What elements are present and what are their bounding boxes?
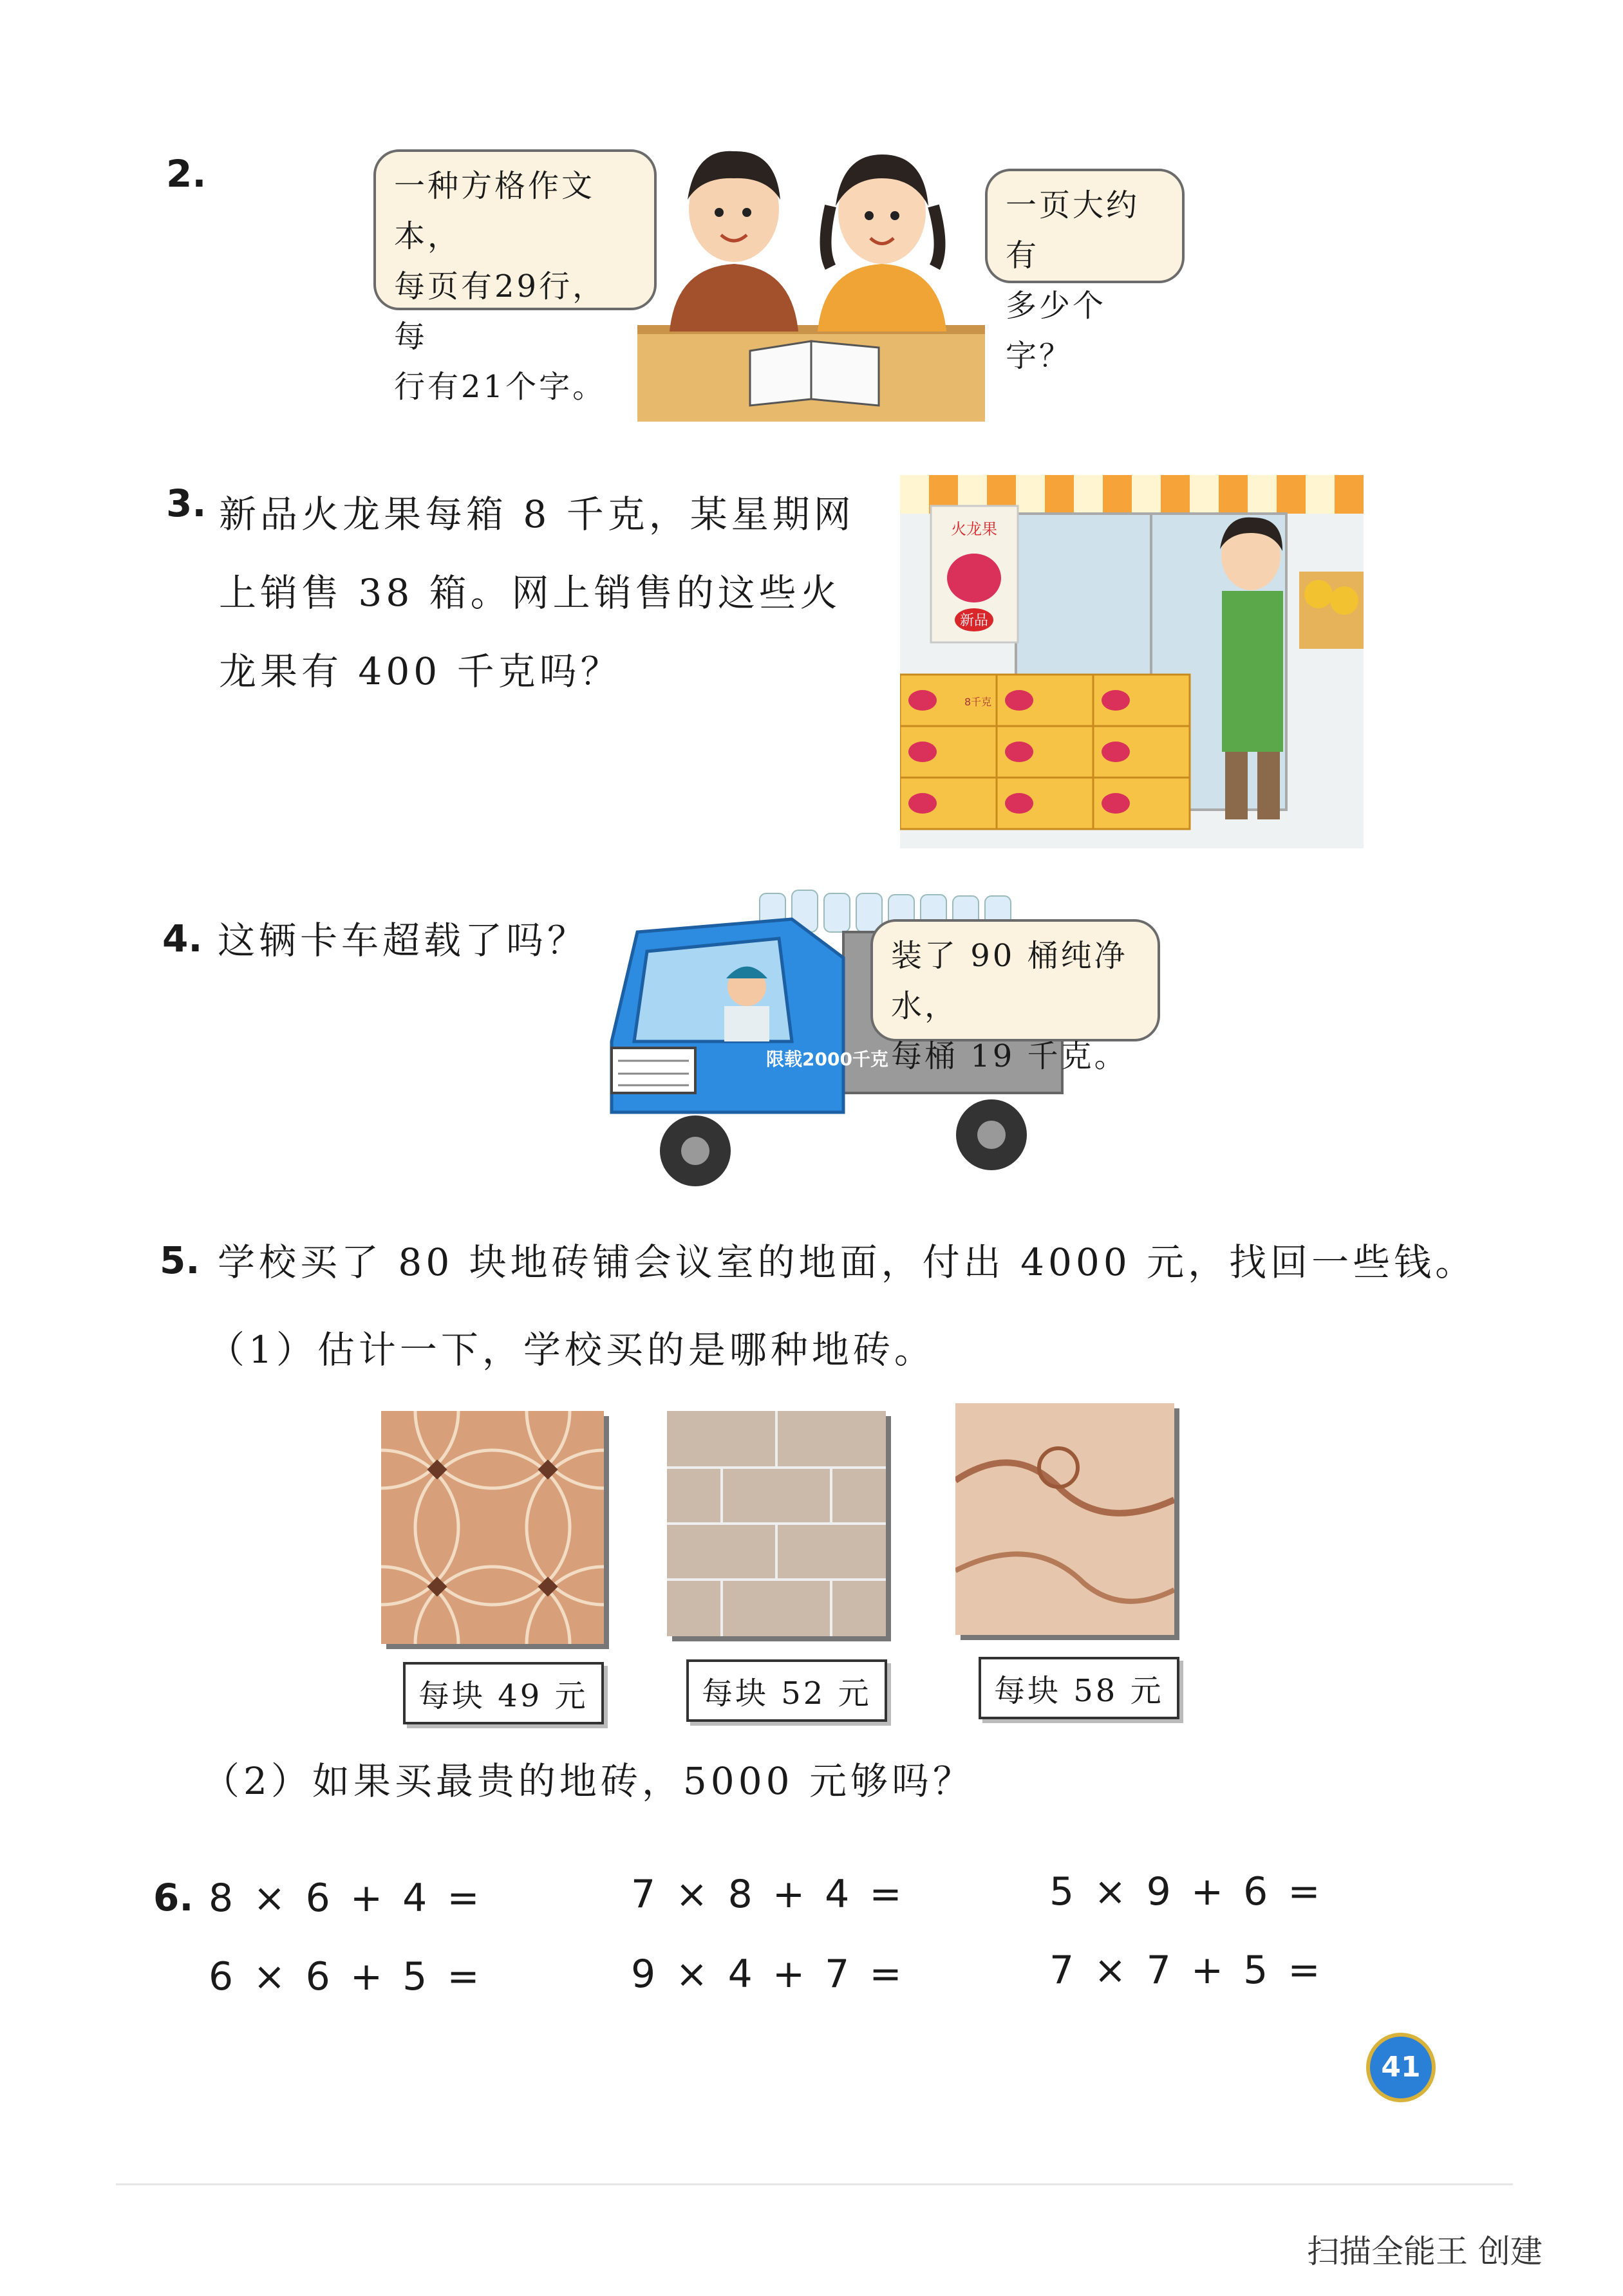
calc-item: 7 × 7 + 5 = <box>1049 1948 1320 1993</box>
q5-number: 5. <box>160 1238 200 1282</box>
q3-fruit-shop-illustration <box>900 475 1364 848</box>
calc-item: 9 × 4 + 7 = <box>631 1952 902 1997</box>
price-label-49: 每块 49 元 <box>403 1662 604 1724</box>
q4-number: 4. <box>162 917 203 960</box>
q2-children-reading-illustration <box>637 138 998 422</box>
bubble-line: 一种方格作文本， <box>394 168 596 254</box>
truck-load-limit-label: 限载2000千克 <box>766 1049 888 1070</box>
price-label-52: 每块 52 元 <box>686 1659 887 1722</box>
q3-line: 龙果有 400 千克吗？ <box>219 649 622 693</box>
q3-number: 3. <box>166 481 207 525</box>
tile-52-image <box>667 1411 886 1636</box>
bubble-line: 一页大约有 <box>1006 187 1140 274</box>
calc-item: 8 × 6 + 4 = <box>209 1876 480 1921</box>
q2-right-speech-bubble <box>985 169 1185 374</box>
page-number-badge: 41 <box>1366 2033 1436 2102</box>
q4-text: 这辆卡车超载了吗？ <box>218 919 589 962</box>
calc-item: 5 × 9 + 6 = <box>1049 1869 1320 1914</box>
box-label: 8千克 <box>964 696 992 708</box>
q5-sub-question-1: （1）估计一下，学校买的是哪种地砖。 <box>207 1328 935 1372</box>
bubble-line: 装了 90 桶纯净水， <box>891 938 1128 1024</box>
bubble-line: 行有21个字。 <box>394 369 606 405</box>
q2-number: 2. <box>166 152 207 196</box>
footer-divider <box>116 2183 1513 2185</box>
poster-new-label: 新品 <box>959 613 989 629</box>
tile-49-image <box>381 1411 604 1644</box>
price-label-58: 每块 58 元 <box>979 1657 1179 1719</box>
q3-line: 新品火龙果每箱 8 千克，某星期网 <box>219 492 855 536</box>
q3-line: 上销售 38 箱。网上销售的这些火 <box>219 571 841 615</box>
q2-left-speech-bubble <box>373 149 657 405</box>
bubble-line: 每页有29行，每 <box>394 268 606 355</box>
q5-sub-question-2: （2）如果买最贵的地砖，5000 元够吗？ <box>202 1759 974 1803</box>
calc-item: 6 × 6 + 5 = <box>209 1954 480 1999</box>
q3-text <box>219 475 863 711</box>
q5-text: 学校买了 80 块地砖铺会议室的地面，付出 4000 元，找回一些钱。 <box>218 1240 1477 1284</box>
bubble-line: 多少个字？ <box>1006 288 1107 374</box>
scanner-watermark: 扫描全能王 创建 <box>1307 2233 1543 2270</box>
poster-title: 火龙果 <box>951 520 997 538</box>
q6-number: 6. <box>153 1876 194 1919</box>
bubble-line: 每桶 19 千克。 <box>891 1038 1128 1074</box>
tile-58-image <box>955 1403 1174 1635</box>
q4-speech-bubble <box>870 919 1160 1074</box>
calc-item: 7 × 8 + 4 = <box>631 1872 902 1917</box>
